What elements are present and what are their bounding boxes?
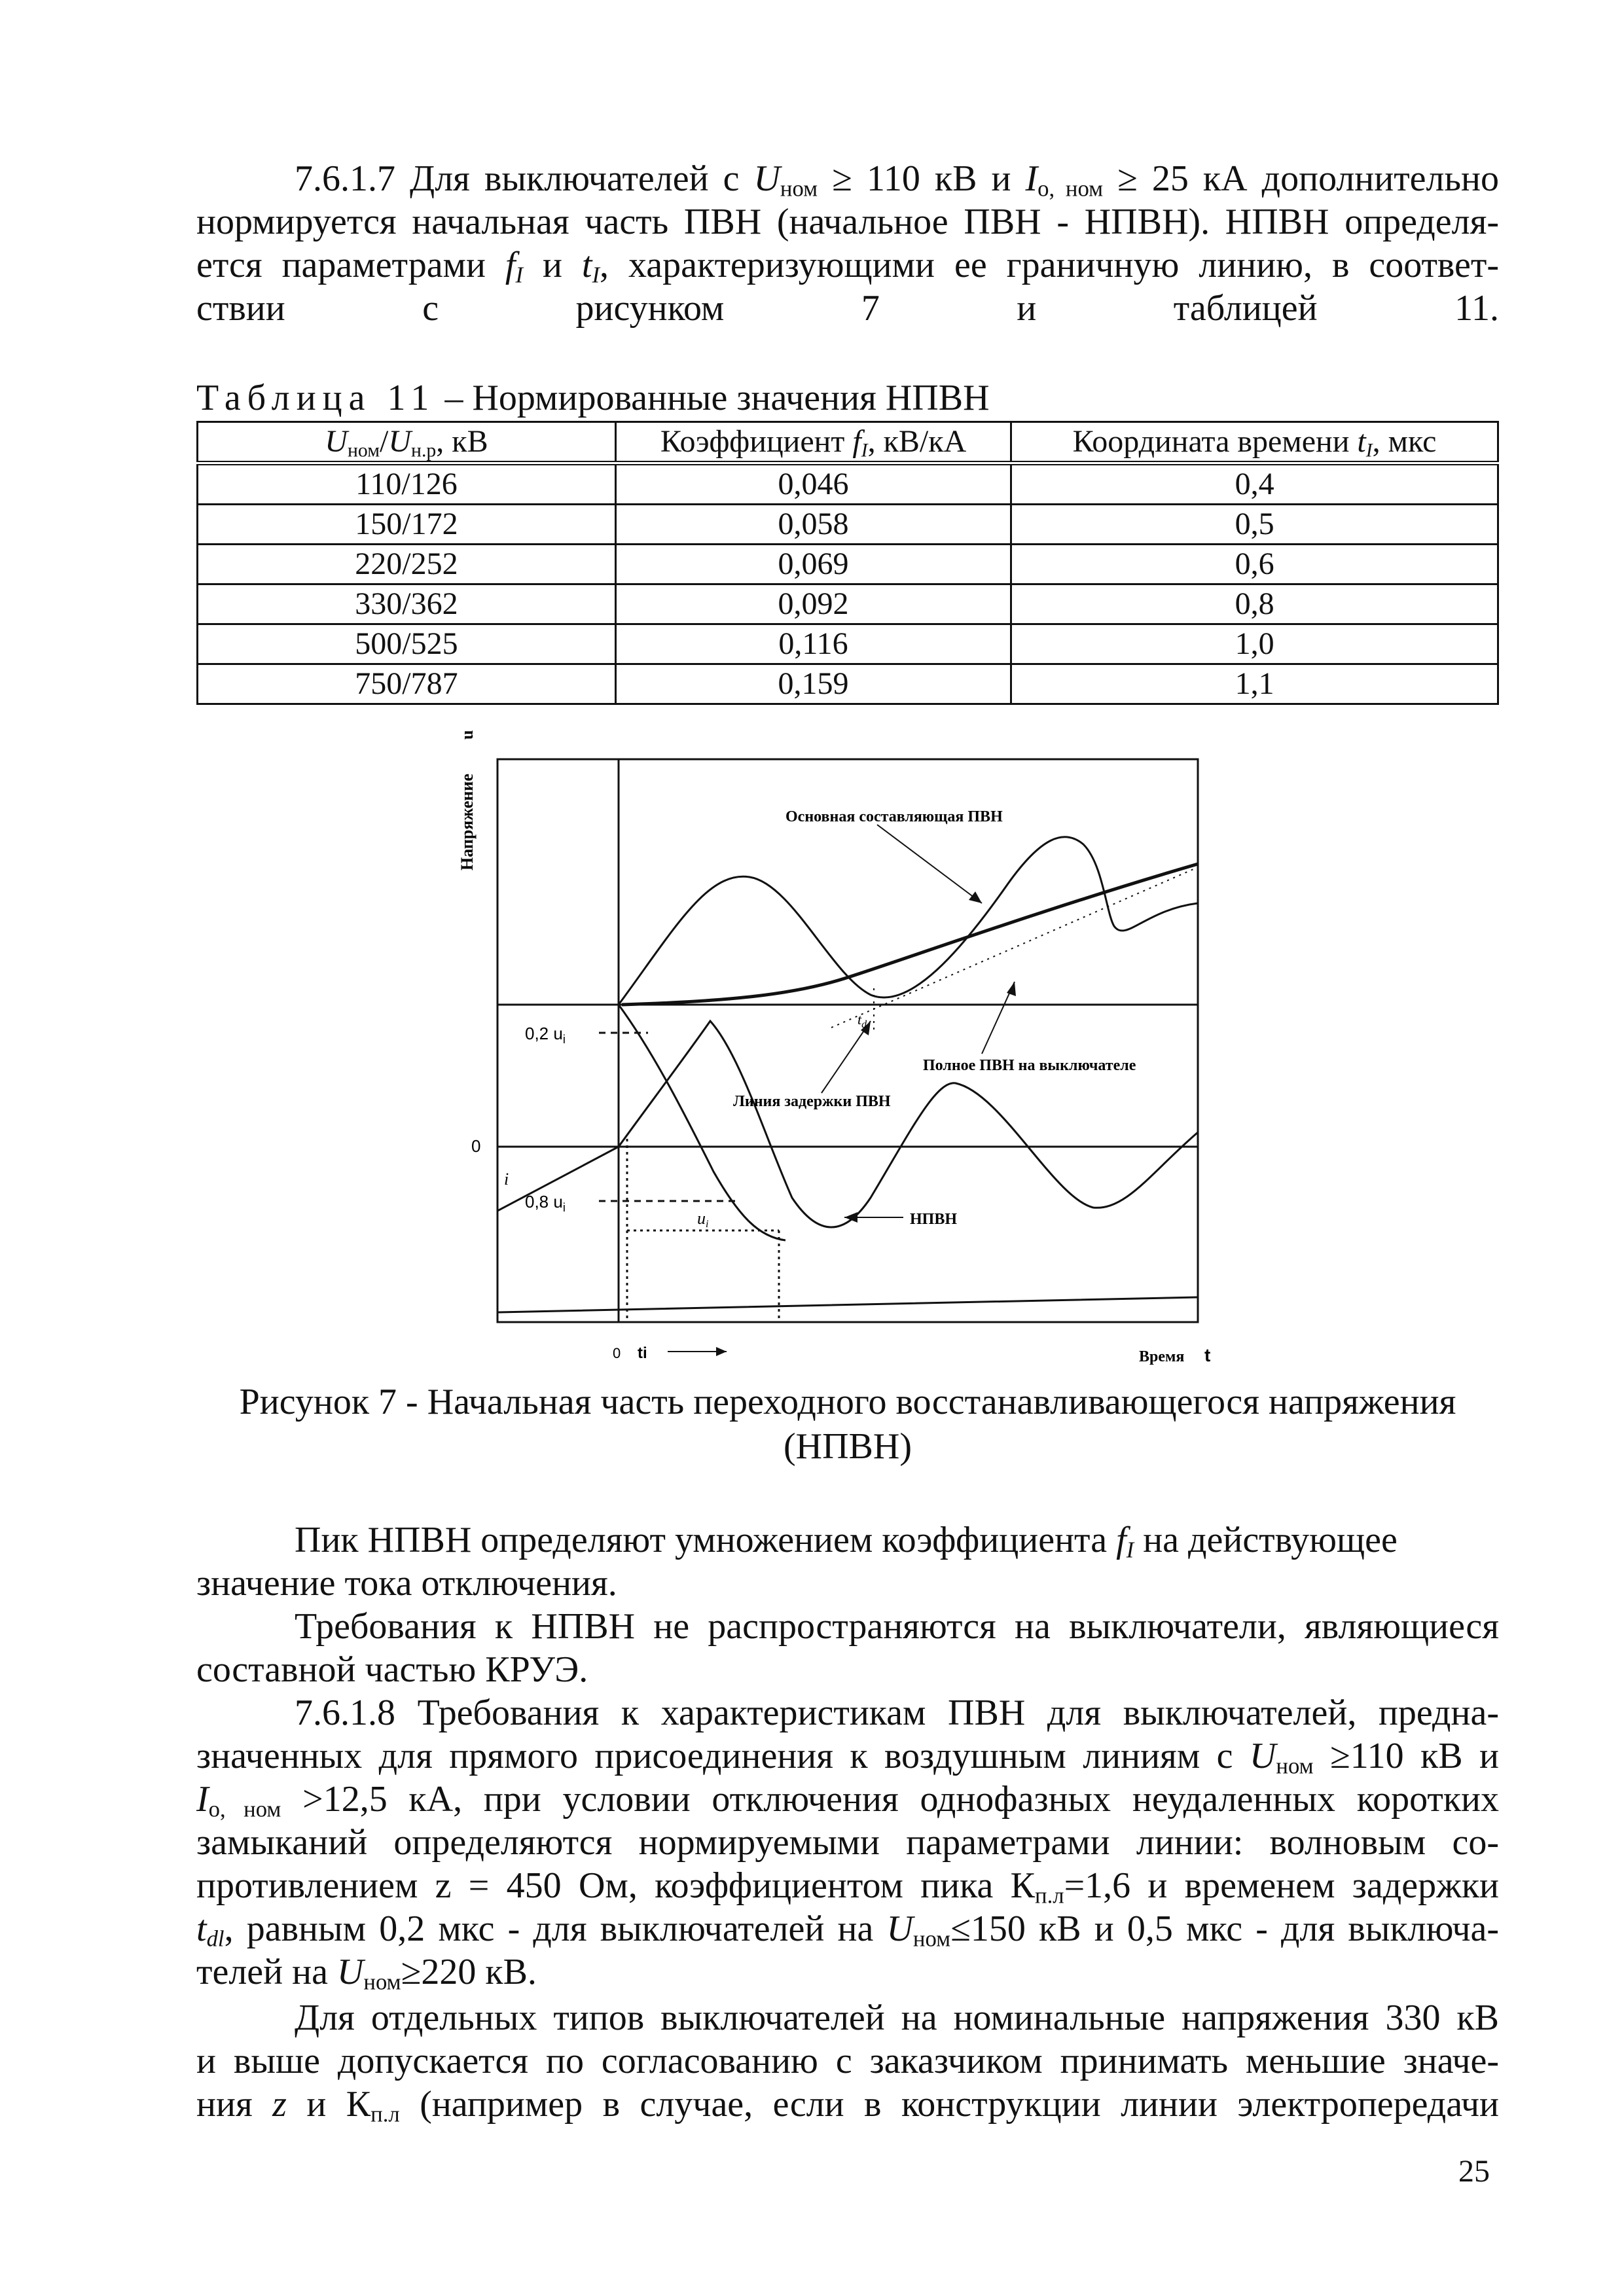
table-cell: 500/525 [198, 624, 616, 664]
table-cell: 330/362 [198, 584, 616, 624]
x-axis-symbol: t [1204, 1345, 1211, 1365]
npvn-table [196, 421, 1499, 705]
x-ti-label: ti [638, 1344, 647, 1362]
table-cell: 150/172 [198, 505, 616, 545]
table-cell: 750/787 [198, 664, 616, 704]
text-line: нормируется начальная часть ПВН (начальное ПВН - НПВН). НПВН определя- [196, 202, 1499, 242]
text-line: телей на $U_{ном}\ge 220$ кВ. [196, 1952, 537, 1995]
table-cell: 0,046 [615, 463, 1011, 505]
main-trv-curve [622, 864, 1198, 1005]
table-header-row [198, 422, 1498, 463]
text-line: составной частью КРУЭ. [196, 1649, 588, 1690]
table-cell: 0,5 [1011, 505, 1498, 545]
arrowhead [1007, 982, 1016, 996]
delay-line-label: Линия задержки ПВН [733, 1093, 891, 1110]
text-line: ется параметрами $f_I$ и $t_I$, характеризующими ее граничную линию, в соответ- [196, 245, 1500, 288]
text-line: Требования к НПВН не распространяются на выключатели, являющиеся [295, 1606, 1499, 1647]
text-line: и выше допускается по согласованию с заказчиком принимать меньшие значе- [196, 2041, 1499, 2081]
y-axis-symbol: u [458, 730, 477, 740]
table-row [198, 505, 1498, 545]
text-line: значение тока отключения. [196, 1563, 617, 1604]
paragraph-330kv [196, 1996, 1499, 2126]
table-row [198, 584, 1498, 624]
x-origin-label: 0 [613, 1345, 621, 1361]
paragraph-npvn-peak [196, 1518, 1499, 1605]
zero-label: 0 [471, 1136, 481, 1156]
paragraph-7-6-1-8 [196, 1691, 1499, 1994]
table-title: Таблица 11 – Нормированные значения НПВН [196, 378, 990, 418]
text-line: значенных для прямого присоединения к воздушным линиям с $U_{ном} \ge 110$ кВ и [196, 1736, 1500, 1779]
table-cell: 0,159 [615, 664, 1011, 704]
figure-7-diagram [452, 713, 1237, 1381]
main-trv-arrow [877, 825, 982, 903]
baseline-curve [497, 1297, 1198, 1322]
table-cell: 0,116 [615, 624, 1011, 664]
text-line: 7.6.1.8 Требования к характеристикам ПВН для выключателей, предна- [295, 1693, 1499, 1733]
table-cell: 1,0 [1011, 624, 1498, 664]
initial-trv-curve [619, 1021, 1198, 1227]
table-cell: 0,8 [1011, 584, 1498, 624]
npvn-falling-curve [619, 1005, 785, 1240]
text-line: Для отдельных типов выключателей на номинальные напряжения 330 кВ [295, 1998, 1499, 2038]
text-line: противлением z = 450 Ом, коэффициентом пика $К_{п.л}=1,6$ и временем задержки [196, 1865, 1499, 1909]
level-08-label: 0,8 $u_i$ [525, 1192, 566, 1214]
table-cell: 0,6 [1011, 545, 1498, 584]
x-axis-label: Время [1139, 1348, 1185, 1365]
header-voltage: $U_{ном}/U_{н.р}$, кВ [198, 422, 616, 463]
paragraph-7-6-1-7 [196, 157, 1499, 330]
arrowhead [969, 891, 982, 903]
table-cell: 220/252 [198, 545, 616, 584]
text-line: ния z и $К_{п.л}$ (например в случае, если в конструкции линии электропередачи [196, 2084, 1499, 2127]
text-line: 7.6.1.7 Для выключателей с $U_{ном} \ge 110$ кВ и $I_{о, ном} \ge 25$ кА дополнительно [295, 158, 1499, 202]
table-cell: 0,4 [1011, 463, 1498, 505]
npvn-label: НПВН [910, 1211, 958, 1228]
full-trv-label: Полное ПВН на выключателе [923, 1057, 1136, 1074]
table-cell: 0,092 [615, 584, 1011, 624]
paragraph-krue [196, 1605, 1499, 1691]
table-row [198, 624, 1498, 664]
y-axis-label: Напряжение [458, 774, 477, 870]
table-cell: 0,069 [615, 545, 1011, 584]
full-trv-curve [619, 837, 1198, 1005]
delay-line [831, 867, 1198, 1028]
text-line: замыканий определяются нормируемыми параметрами линии: волновым со- [196, 1822, 1499, 1863]
header-coefficient: Коэффициент $f_I$, кВ/кА [615, 422, 1011, 463]
arrowhead [716, 1347, 727, 1356]
ui-label: ui [697, 1209, 709, 1230]
page-number: 25 [1458, 2154, 1490, 2189]
caption-line: (НПВН) [784, 1426, 912, 1467]
text-line: $t_{dl}$, равным 0,2 мкс - для выключателей на $U_{ном}\le 150$ кВ и 0,5 мкс - для выключа- [196, 1909, 1499, 1952]
current-label: i [504, 1170, 509, 1189]
table-cell: 0,058 [615, 505, 1011, 545]
table-cell: 1,1 [1011, 664, 1498, 704]
caption-line: Рисунок 7 - Начальная часть переходного восстанавливающегося напряжения [239, 1382, 1456, 1422]
td-label: $t_d$ [857, 1011, 867, 1030]
plot-frame [497, 759, 1198, 1322]
header-time: Координата времени $t_I$, мкс [1011, 422, 1498, 463]
table-cell: 110/126 [198, 463, 616, 505]
level-02-label: 0,2 $u_i$ [525, 1024, 566, 1046]
table-row [198, 664, 1498, 704]
figure-caption [196, 1380, 1499, 1469]
table-row [198, 463, 1498, 505]
text-line: ствии с рисунком 7 и таблицей 11. [196, 288, 1499, 329]
text-line: Пик НПВН определяют умножением коэффициента $f_I$ на действующее [295, 1520, 1398, 1563]
main-trv-label: Основная составляющая ПВН [785, 808, 1003, 825]
text-line: $I_{о, ном} >12,5$ кА, при условии отключения однофазных неудаленных коротких [196, 1779, 1500, 1822]
table-row [198, 545, 1498, 584]
